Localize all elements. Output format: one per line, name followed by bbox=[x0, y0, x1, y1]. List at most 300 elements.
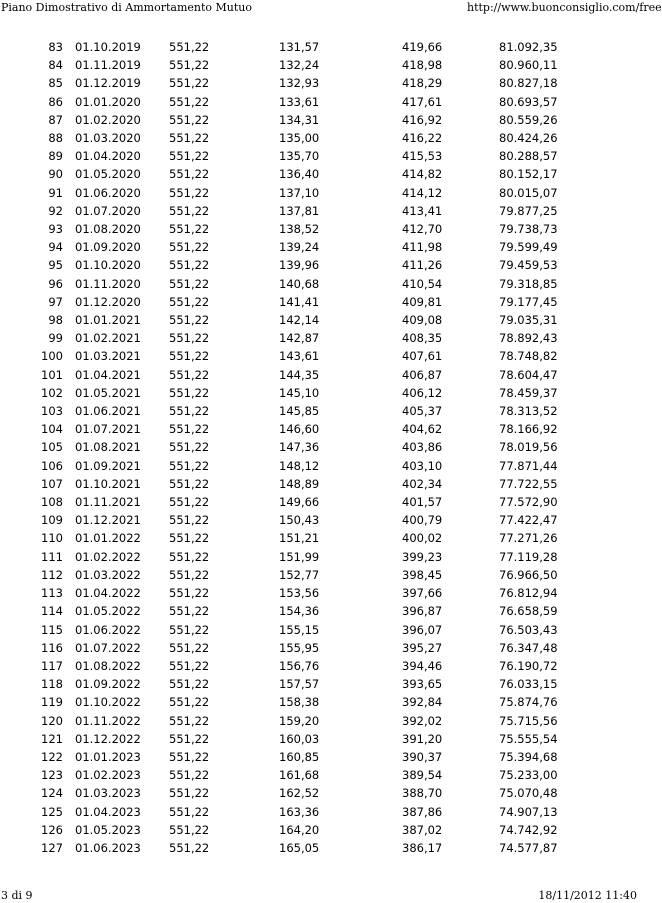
table-row bbox=[0, 311, 579, 329]
principal-amount: 145,10 bbox=[279, 385, 320, 400]
payment-date: 01.02.2023 bbox=[75, 768, 141, 783]
payment-date: 01.03.2021 bbox=[75, 349, 141, 364]
payment-date: 01.01.2022 bbox=[75, 531, 141, 546]
installment-amount: 551,22 bbox=[169, 713, 210, 728]
installment-number: 90 bbox=[48, 167, 63, 182]
principal-amount: 154,36 bbox=[279, 604, 320, 619]
remaining-balance: 78.892,43 bbox=[499, 331, 558, 346]
interest-amount: 399,23 bbox=[402, 549, 443, 564]
table-row bbox=[0, 238, 579, 256]
installment-number: 84 bbox=[48, 58, 63, 73]
remaining-balance: 76.966,50 bbox=[499, 567, 558, 582]
table-row bbox=[0, 438, 579, 456]
remaining-balance: 78.748,82 bbox=[499, 349, 558, 364]
payment-date: 01.08.2021 bbox=[75, 440, 141, 455]
remaining-balance: 80.424,26 bbox=[499, 131, 558, 146]
interest-amount: 411,26 bbox=[402, 258, 443, 273]
table-row bbox=[0, 275, 579, 293]
remaining-balance: 78.604,47 bbox=[499, 367, 558, 382]
interest-amount: 416,22 bbox=[402, 131, 443, 146]
table-row bbox=[0, 839, 579, 857]
payment-date: 01.05.2020 bbox=[75, 167, 141, 182]
payment-date: 01.04.2020 bbox=[75, 149, 141, 164]
installment-amount: 551,22 bbox=[169, 822, 210, 837]
payment-date: 01.11.2020 bbox=[75, 276, 141, 291]
payment-date: 01.04.2022 bbox=[75, 586, 141, 601]
principal-amount: 131,57 bbox=[279, 40, 320, 54]
interest-amount: 403,10 bbox=[402, 458, 443, 473]
installment-amount: 551,22 bbox=[169, 240, 210, 255]
principal-amount: 132,24 bbox=[279, 58, 320, 73]
table-row bbox=[0, 184, 579, 202]
payment-date: 01.09.2021 bbox=[75, 458, 141, 473]
remaining-balance: 80.827,18 bbox=[499, 76, 558, 91]
interest-amount: 415,53 bbox=[402, 149, 443, 164]
installment-amount: 551,22 bbox=[169, 658, 210, 673]
payment-date: 01.11.2021 bbox=[75, 495, 141, 510]
installment-number: 122 bbox=[41, 749, 63, 764]
remaining-balance: 77.722,55 bbox=[499, 476, 558, 491]
payment-date: 01.12.2019 bbox=[75, 76, 141, 91]
payment-date: 01.03.2020 bbox=[75, 131, 141, 146]
installment-number: 120 bbox=[41, 713, 63, 728]
table-row bbox=[0, 293, 579, 311]
payment-date: 01.03.2023 bbox=[75, 786, 141, 801]
table-row bbox=[0, 165, 579, 183]
remaining-balance: 78.166,92 bbox=[499, 422, 558, 437]
principal-amount: 146,60 bbox=[279, 422, 320, 437]
principal-amount: 144,35 bbox=[279, 367, 320, 382]
interest-amount: 407,61 bbox=[402, 349, 443, 364]
installment-amount: 551,22 bbox=[169, 112, 210, 127]
interest-amount: 409,81 bbox=[402, 294, 443, 309]
principal-amount: 132,93 bbox=[279, 76, 320, 91]
principal-amount: 145,85 bbox=[279, 404, 320, 419]
table-row bbox=[0, 548, 579, 566]
remaining-balance: 76.658,59 bbox=[499, 604, 558, 619]
table-row bbox=[0, 475, 579, 493]
interest-amount: 405,37 bbox=[402, 404, 443, 419]
installment-amount: 551,22 bbox=[169, 422, 210, 437]
payment-date: 01.06.2022 bbox=[75, 622, 141, 637]
interest-amount: 388,70 bbox=[402, 786, 443, 801]
interest-amount: 401,57 bbox=[402, 495, 443, 510]
installment-amount: 551,22 bbox=[169, 749, 210, 764]
installment-amount: 551,22 bbox=[169, 349, 210, 364]
payment-date: 01.10.2019 bbox=[75, 40, 141, 54]
remaining-balance: 79.877,25 bbox=[499, 203, 558, 218]
remaining-balance: 77.271,26 bbox=[499, 531, 558, 546]
installment-number: 104 bbox=[41, 422, 63, 437]
installment-number: 108 bbox=[41, 495, 63, 510]
installment-number: 119 bbox=[41, 695, 63, 710]
interest-amount: 417,61 bbox=[402, 94, 443, 109]
principal-amount: 141,41 bbox=[279, 294, 320, 309]
installment-number: 100 bbox=[41, 349, 63, 364]
interest-amount: 391,20 bbox=[402, 731, 443, 746]
installment-amount: 551,22 bbox=[169, 385, 210, 400]
payment-date: 01.05.2022 bbox=[75, 604, 141, 619]
installment-number: 103 bbox=[41, 404, 63, 419]
table-row bbox=[0, 748, 579, 766]
installment-amount: 551,22 bbox=[169, 531, 210, 546]
payment-date: 01.10.2022 bbox=[75, 695, 141, 710]
installment-number: 87 bbox=[48, 112, 63, 127]
installment-number: 116 bbox=[41, 640, 63, 655]
installment-amount: 551,22 bbox=[169, 476, 210, 491]
remaining-balance: 80.288,57 bbox=[499, 149, 558, 164]
installment-number: 91 bbox=[48, 185, 63, 200]
page-footer bbox=[0, 889, 638, 903]
interest-amount: 394,46 bbox=[402, 658, 443, 673]
interest-amount: 409,08 bbox=[402, 313, 443, 328]
interest-amount: 414,82 bbox=[402, 167, 443, 182]
principal-amount: 136,40 bbox=[279, 167, 320, 182]
table-row bbox=[0, 712, 579, 730]
installment-number: 96 bbox=[48, 276, 63, 291]
table-row bbox=[0, 93, 579, 111]
payment-date: 01.10.2021 bbox=[75, 476, 141, 491]
installment-amount: 551,22 bbox=[169, 222, 210, 237]
principal-amount: 155,15 bbox=[279, 622, 320, 637]
installment-amount: 551,22 bbox=[169, 440, 210, 455]
table-row bbox=[0, 493, 579, 511]
table-row bbox=[0, 803, 579, 821]
payment-date: 01.06.2021 bbox=[75, 404, 141, 419]
installment-number: 83 bbox=[48, 40, 63, 54]
payment-date: 01.02.2020 bbox=[75, 112, 141, 127]
installment-number: 112 bbox=[41, 567, 63, 582]
principal-amount: 165,05 bbox=[279, 840, 320, 855]
principal-amount: 162,52 bbox=[279, 786, 320, 801]
interest-amount: 406,87 bbox=[402, 367, 443, 382]
table-row bbox=[0, 730, 579, 748]
interest-amount: 404,62 bbox=[402, 422, 443, 437]
installment-amount: 551,22 bbox=[169, 367, 210, 382]
table-row bbox=[0, 621, 579, 639]
principal-amount: 135,70 bbox=[279, 149, 320, 164]
remaining-balance: 76.033,15 bbox=[499, 677, 558, 692]
principal-amount: 158,38 bbox=[279, 695, 320, 710]
payment-date: 01.02.2021 bbox=[75, 331, 141, 346]
principal-amount: 137,81 bbox=[279, 203, 320, 218]
installment-number: 110 bbox=[41, 531, 63, 546]
payment-date: 01.01.2023 bbox=[75, 749, 141, 764]
table-row bbox=[0, 202, 579, 220]
payment-date: 01.01.2021 bbox=[75, 313, 141, 328]
principal-amount: 151,21 bbox=[279, 531, 320, 546]
installment-amount: 551,22 bbox=[169, 331, 210, 346]
payment-date: 01.02.2022 bbox=[75, 549, 141, 564]
interest-amount: 402,34 bbox=[402, 476, 443, 491]
principal-amount: 159,20 bbox=[279, 713, 320, 728]
remaining-balance: 74.907,13 bbox=[499, 804, 558, 819]
interest-amount: 395,27 bbox=[402, 640, 443, 655]
principal-amount: 135,00 bbox=[279, 131, 320, 146]
interest-amount: 414,12 bbox=[402, 185, 443, 200]
interest-amount: 390,37 bbox=[402, 749, 443, 764]
installment-amount: 551,22 bbox=[169, 768, 210, 783]
installment-number: 115 bbox=[41, 622, 63, 637]
payment-date: 01.04.2021 bbox=[75, 367, 141, 382]
installment-amount: 551,22 bbox=[169, 313, 210, 328]
principal-amount: 148,89 bbox=[279, 476, 320, 491]
table-row bbox=[0, 347, 579, 365]
table-row bbox=[0, 111, 579, 129]
table-row bbox=[0, 366, 579, 384]
installment-amount: 551,22 bbox=[169, 640, 210, 655]
installment-amount: 551,22 bbox=[169, 549, 210, 564]
table-row bbox=[0, 220, 579, 238]
interest-amount: 387,86 bbox=[402, 804, 443, 819]
interest-amount: 396,87 bbox=[402, 604, 443, 619]
payment-date: 01.05.2023 bbox=[75, 822, 141, 837]
principal-amount: 156,76 bbox=[279, 658, 320, 673]
table-row bbox=[0, 129, 579, 147]
table-row bbox=[0, 529, 579, 547]
installment-number: 123 bbox=[41, 768, 63, 783]
remaining-balance: 79.177,45 bbox=[499, 294, 558, 309]
interest-amount: 416,92 bbox=[402, 112, 443, 127]
remaining-balance: 78.019,56 bbox=[499, 440, 558, 455]
interest-amount: 392,84 bbox=[402, 695, 443, 710]
installment-number: 124 bbox=[41, 786, 63, 801]
remaining-balance: 77.422,47 bbox=[499, 513, 558, 528]
payment-date: 01.07.2022 bbox=[75, 640, 141, 655]
amortization-rows bbox=[0, 38, 579, 857]
remaining-balance: 76.503,43 bbox=[499, 622, 558, 637]
principal-amount: 137,10 bbox=[279, 185, 320, 200]
installment-amount: 551,22 bbox=[169, 731, 210, 746]
remaining-balance: 76.347,48 bbox=[499, 640, 558, 655]
installment-amount: 551,22 bbox=[169, 276, 210, 291]
installment-amount: 551,22 bbox=[169, 804, 210, 819]
print-timestamp: 18/11/2012 11:40 bbox=[538, 889, 637, 902]
principal-amount: 153,56 bbox=[279, 586, 320, 601]
installment-amount: 551,22 bbox=[169, 185, 210, 200]
installment-number: 127 bbox=[41, 840, 63, 855]
installment-amount: 551,22 bbox=[169, 58, 210, 73]
principal-amount: 142,87 bbox=[279, 331, 320, 346]
table-row bbox=[0, 420, 579, 438]
remaining-balance: 75.555,54 bbox=[499, 731, 558, 746]
principal-amount: 147,36 bbox=[279, 440, 320, 455]
table-row bbox=[0, 766, 579, 784]
installment-amount: 551,22 bbox=[169, 94, 210, 109]
table-row bbox=[0, 457, 579, 475]
remaining-balance: 75.233,00 bbox=[499, 768, 558, 783]
remaining-balance: 79.459,53 bbox=[499, 258, 558, 273]
remaining-balance: 77.572,90 bbox=[499, 495, 558, 510]
installment-number: 111 bbox=[41, 549, 63, 564]
remaining-balance: 76.190,72 bbox=[499, 658, 558, 673]
installment-number: 105 bbox=[41, 440, 63, 455]
installment-amount: 551,22 bbox=[169, 513, 210, 528]
payment-date: 01.12.2021 bbox=[75, 513, 141, 528]
installment-number: 113 bbox=[41, 586, 63, 601]
principal-amount: 134,31 bbox=[279, 112, 320, 127]
payment-date: 01.09.2022 bbox=[75, 677, 141, 692]
interest-amount: 389,54 bbox=[402, 768, 443, 783]
installment-amount: 551,22 bbox=[169, 458, 210, 473]
installment-number: 117 bbox=[41, 658, 63, 673]
installment-amount: 551,22 bbox=[169, 76, 210, 91]
installment-number: 121 bbox=[41, 731, 63, 746]
interest-amount: 393,65 bbox=[402, 677, 443, 692]
payment-date: 01.11.2022 bbox=[75, 713, 141, 728]
installment-number: 101 bbox=[41, 367, 63, 382]
table-row bbox=[0, 402, 579, 420]
installment-amount: 551,22 bbox=[169, 40, 210, 54]
principal-amount: 140,68 bbox=[279, 276, 320, 291]
amortization-table bbox=[0, 38, 579, 857]
interest-amount: 398,45 bbox=[402, 567, 443, 582]
installment-amount: 551,22 bbox=[169, 604, 210, 619]
installment-amount: 551,22 bbox=[169, 149, 210, 164]
remaining-balance: 76.812,94 bbox=[499, 586, 558, 601]
payment-date: 01.07.2021 bbox=[75, 422, 141, 437]
document-title: Piano Dimostrativo di Ammortamento Mutuo bbox=[1, 1, 252, 14]
interest-amount: 403,86 bbox=[402, 440, 443, 455]
interest-amount: 387,02 bbox=[402, 822, 443, 837]
installment-number: 106 bbox=[41, 458, 63, 473]
remaining-balance: 79.318,85 bbox=[499, 276, 558, 291]
table-row bbox=[0, 584, 579, 602]
installment-amount: 551,22 bbox=[169, 131, 210, 146]
principal-amount: 142,14 bbox=[279, 313, 320, 328]
payment-date: 01.05.2021 bbox=[75, 385, 141, 400]
installment-amount: 551,22 bbox=[169, 622, 210, 637]
page-number: 3 di 9 bbox=[1, 889, 33, 902]
installment-number: 126 bbox=[41, 822, 63, 837]
installment-number: 95 bbox=[48, 258, 63, 273]
installment-amount: 551,22 bbox=[169, 203, 210, 218]
table-row bbox=[0, 566, 579, 584]
remaining-balance: 78.313,52 bbox=[499, 404, 558, 419]
interest-amount: 413,41 bbox=[402, 203, 443, 218]
remaining-balance: 74.577,87 bbox=[499, 840, 558, 855]
payment-date: 01.12.2022 bbox=[75, 731, 141, 746]
interest-amount: 418,98 bbox=[402, 58, 443, 73]
principal-amount: 161,68 bbox=[279, 768, 320, 783]
principal-amount: 164,20 bbox=[279, 822, 320, 837]
remaining-balance: 81.092,35 bbox=[499, 40, 558, 54]
payment-date: 01.08.2022 bbox=[75, 658, 141, 673]
installment-number: 97 bbox=[48, 294, 63, 309]
source-url: http://www.buonconsiglio.com/free bbox=[467, 1, 662, 14]
remaining-balance: 75.394,68 bbox=[499, 749, 558, 764]
interest-amount: 410,54 bbox=[402, 276, 443, 291]
interest-amount: 419,66 bbox=[402, 40, 443, 54]
principal-amount: 163,36 bbox=[279, 804, 320, 819]
interest-amount: 408,35 bbox=[402, 331, 443, 346]
principal-amount: 151,99 bbox=[279, 549, 320, 564]
interest-amount: 386,17 bbox=[402, 840, 443, 855]
principal-amount: 160,85 bbox=[279, 749, 320, 764]
installment-number: 98 bbox=[48, 313, 63, 328]
installment-amount: 551,22 bbox=[169, 586, 210, 601]
installment-amount: 551,22 bbox=[169, 167, 210, 182]
installment-number: 125 bbox=[41, 804, 63, 819]
remaining-balance: 77.871,44 bbox=[499, 458, 558, 473]
payment-date: 01.08.2020 bbox=[75, 222, 141, 237]
remaining-balance: 78.459,37 bbox=[499, 385, 558, 400]
principal-amount: 160,03 bbox=[279, 731, 320, 746]
interest-amount: 397,66 bbox=[402, 586, 443, 601]
table-row bbox=[0, 56, 579, 74]
table-row bbox=[0, 329, 579, 347]
installment-number: 107 bbox=[41, 476, 63, 491]
installment-number: 89 bbox=[48, 149, 63, 164]
installment-number: 92 bbox=[48, 203, 63, 218]
remaining-balance: 79.035,31 bbox=[499, 313, 558, 328]
table-row bbox=[0, 693, 579, 711]
installment-amount: 551,22 bbox=[169, 404, 210, 419]
remaining-balance: 80.015,07 bbox=[499, 185, 558, 200]
table-row bbox=[0, 511, 579, 529]
table-row bbox=[0, 784, 579, 802]
installment-number: 88 bbox=[48, 131, 63, 146]
payment-date: 01.11.2019 bbox=[75, 58, 141, 73]
table-row bbox=[0, 675, 579, 693]
payment-date: 01.06.2020 bbox=[75, 185, 141, 200]
table-row bbox=[0, 602, 579, 620]
installment-number: 109 bbox=[41, 513, 63, 528]
principal-amount: 152,77 bbox=[279, 567, 320, 582]
remaining-balance: 80.693,57 bbox=[499, 94, 558, 109]
installment-amount: 551,22 bbox=[169, 258, 210, 273]
principal-amount: 149,66 bbox=[279, 495, 320, 510]
table-row bbox=[0, 639, 579, 657]
remaining-balance: 75.874,76 bbox=[499, 695, 558, 710]
table-row bbox=[0, 74, 579, 92]
installment-amount: 551,22 bbox=[169, 786, 210, 801]
payment-date: 01.04.2023 bbox=[75, 804, 141, 819]
installment-number: 118 bbox=[41, 677, 63, 692]
installment-number: 99 bbox=[48, 331, 63, 346]
interest-amount: 412,70 bbox=[402, 222, 443, 237]
remaining-balance: 79.599,49 bbox=[499, 240, 558, 255]
payment-date: 01.09.2020 bbox=[75, 240, 141, 255]
principal-amount: 133,61 bbox=[279, 94, 320, 109]
installment-number: 94 bbox=[48, 240, 63, 255]
installment-amount: 551,22 bbox=[169, 677, 210, 692]
principal-amount: 155,95 bbox=[279, 640, 320, 655]
payment-date: 01.03.2022 bbox=[75, 567, 141, 582]
table-row bbox=[0, 384, 579, 402]
table-row bbox=[0, 256, 579, 274]
principal-amount: 143,61 bbox=[279, 349, 320, 364]
installment-number: 93 bbox=[48, 222, 63, 237]
installment-number: 114 bbox=[41, 604, 63, 619]
installment-number: 85 bbox=[48, 76, 63, 91]
principal-amount: 150,43 bbox=[279, 513, 320, 528]
table-row bbox=[0, 38, 579, 56]
payment-date: 01.01.2020 bbox=[75, 94, 141, 109]
remaining-balance: 74.742,92 bbox=[499, 822, 558, 837]
interest-amount: 418,29 bbox=[402, 76, 443, 91]
page-header bbox=[0, 1, 662, 15]
remaining-balance: 77.119,28 bbox=[499, 549, 558, 564]
remaining-balance: 79.738,73 bbox=[499, 222, 558, 237]
principal-amount: 148,12 bbox=[279, 458, 320, 473]
installment-amount: 551,22 bbox=[169, 495, 210, 510]
remaining-balance: 80.559,26 bbox=[499, 112, 558, 127]
interest-amount: 411,98 bbox=[402, 240, 443, 255]
payment-date: 01.10.2020 bbox=[75, 258, 141, 273]
table-row bbox=[0, 657, 579, 675]
remaining-balance: 75.715,56 bbox=[499, 713, 558, 728]
